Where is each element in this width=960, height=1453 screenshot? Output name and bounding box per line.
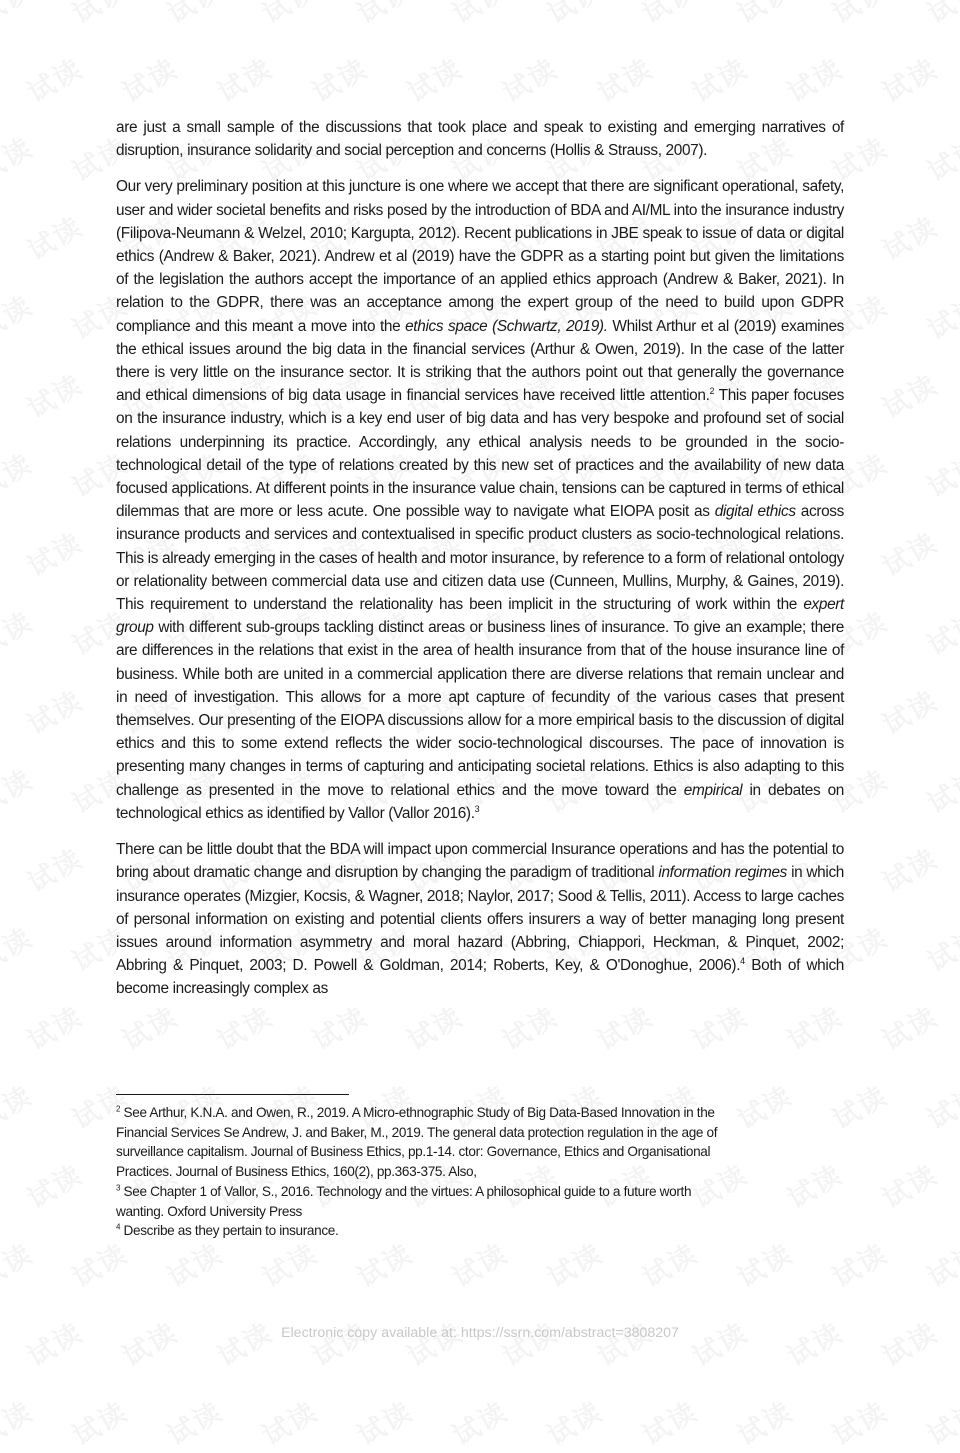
ssrn-footer-text: Electronic copy available at: https://ssrn.com/abstract=3808207 xyxy=(281,1325,679,1341)
watermark-text xyxy=(209,1311,279,1374)
watermark-text xyxy=(19,47,89,110)
watermark-text xyxy=(349,1390,419,1453)
watermark-text xyxy=(399,1311,469,1374)
watermark-text xyxy=(0,284,39,347)
watermark-text xyxy=(874,1311,944,1374)
body-paragraph xyxy=(116,175,844,825)
watermark-text xyxy=(19,837,89,900)
watermark-text xyxy=(684,47,754,110)
footnote-text: wanting. Oxford University Press xyxy=(116,1203,302,1219)
watermark-text xyxy=(589,1311,659,1374)
watermark-text xyxy=(19,1311,89,1374)
footnote-line xyxy=(116,1123,816,1143)
watermark-text xyxy=(19,679,89,742)
watermark-text xyxy=(729,1390,799,1453)
watermark-text xyxy=(444,0,514,31)
watermark-text xyxy=(824,1074,894,1137)
watermark-text xyxy=(64,1390,134,1453)
emphasized-text: information regimes xyxy=(658,864,788,882)
watermark-text xyxy=(114,47,184,110)
watermark-text xyxy=(874,1153,944,1216)
watermark-text xyxy=(919,600,960,663)
watermark-text xyxy=(919,758,960,821)
footnote-number: 2 xyxy=(116,1104,121,1114)
watermark-text xyxy=(19,995,89,1058)
paragraph-text: There can be little doubt that the BDA will impact upon commercial Insurance operations and has the potential to bring about dramatic change and disruption by changing the paradigm of traditional xyxy=(116,841,844,882)
footnote-line xyxy=(116,1221,816,1241)
watermark-text xyxy=(399,47,469,110)
footnote-text: Practices. Journal of Business Ethics, 160(2), pp.363-375. Also, xyxy=(116,1164,477,1180)
watermark-text xyxy=(824,0,894,31)
watermark-text xyxy=(874,837,944,900)
watermark-text xyxy=(304,47,374,110)
footnote-reference[interactable]: 3 xyxy=(474,803,480,814)
emphasized-text: empirical xyxy=(683,781,743,799)
watermark-text xyxy=(589,47,659,110)
watermark-text xyxy=(349,0,419,31)
paragraph-text: Whilst Arthur et al (2019) examines the ethical issues around the big data in the financial services (Arthur & Owen, 2019). In the case of the latter there is very little on the insurance sector. It is striking that the authors point out that generally the governance and ethical dimensions of big data usage in financial services have received little attention. xyxy=(116,317,844,405)
watermark-text xyxy=(254,0,324,31)
watermark-text xyxy=(729,0,799,31)
watermark-text xyxy=(64,1232,134,1295)
watermark-text xyxy=(824,1232,894,1295)
paragraph-text: with different sub-groups tackling distinct areas or business lines of insurance. To give an example; there are differences in the relations that exist in the area of health insurance from that of the house insurance line of business. While both are united in a commercial application there are diverse relations that remain unclear and in need of investigation. This allows for a more apt capture of fecundity of the various cases that present themselves. Our presenting of the EIOPA discussions allow for a more empirical basis to the discussion of digital ethics and this to some extend reflects the wider socio-technological discourses. The pace of innovation is presenting many changes in terms of capturing and anticipating societal relations. Ethics is also adapting to this challenge as presented in the move to relational ethics and the move toward the xyxy=(116,619,844,799)
watermark-text xyxy=(304,1311,374,1374)
watermark-text xyxy=(634,1390,704,1453)
footnote-reference[interactable]: 2 xyxy=(709,386,715,397)
watermark-text xyxy=(919,284,960,347)
body-paragraph xyxy=(116,116,844,162)
watermark-text xyxy=(729,1232,799,1295)
footnote-text: See Chapter 1 of Vallor, S., 2016. Technology and the virtues: A philosophical guide to a future worth xyxy=(123,1183,692,1199)
footnote-number: 3 xyxy=(116,1183,121,1193)
watermark-text xyxy=(779,1311,849,1374)
paragraph-text: in which insurance operates (Mizgier, Kocsis, & Wagner, 2018; Naylor, 2017; Sood & Tellis, 2011). Access to large caches of personal information on existing and potential clients offers insurers a way of better managing long present issues around information asymmetry and moral hazard (Abbring, Chiappori, Heckman, & Pinquet, 2002; Abbring & Pinquet, 2003; D. Powell & Goldman, 2014; Roberts, Key, & O'Donoghue, 2006). xyxy=(116,864,845,975)
paragraph-text: Our very preliminary position at this juncture is one where we accept that there are significant operational, safety, user and wider societal benefits and risks posed by the introduction of BDA and AI/ML into the insurance industry (Filipova-Neumann & Welzel, 2010; Kargupta, 2012). Recent publications in JBE speak to issue of data or digital ethics (Andrew & Baker, 2021). Andrew et al (2019) have the GDPR as a starting point but given the limitations of the legislation the authors accept the importance of an applied ethics approach (Andrew & Baker, 2021). In relation to the GDPR, there was an acceptance among the expert group of the need to build upon GDPR compliance and this meant a move into the xyxy=(116,178,844,335)
watermark-text xyxy=(0,1390,39,1453)
watermark-text xyxy=(494,1311,564,1374)
watermark-text xyxy=(209,47,279,110)
ssrn-footer xyxy=(0,1325,960,1341)
watermark-text xyxy=(779,47,849,110)
watermark-text xyxy=(919,0,960,31)
watermark-text xyxy=(874,47,944,110)
footnote-text: See Arthur, K.N.A. and Owen, R., 2019. A Micro-ethnographic Study of Big Data-Based Innovation in the xyxy=(123,1105,715,1120)
paragraph-text: are just a small sample of the discussions that took place and speak to existing and emerging narratives of disruption, insurance solidarity and social perception and concerns (Hollis & Strauss, 2007). xyxy=(116,119,844,160)
watermark-text xyxy=(114,1311,184,1374)
watermark-text xyxy=(0,1074,39,1137)
watermark-text xyxy=(919,1390,960,1453)
watermark-text xyxy=(874,363,944,426)
watermark-text xyxy=(684,1311,754,1374)
watermark-text xyxy=(874,679,944,742)
footnote-divider xyxy=(116,1094,349,1095)
watermark-text xyxy=(919,442,960,505)
watermark-text xyxy=(254,1390,324,1453)
emphasized-text: digital ethics xyxy=(714,503,796,521)
watermark-text xyxy=(64,0,134,31)
footnote-reference[interactable]: 4 xyxy=(740,955,745,966)
watermark-text xyxy=(824,1390,894,1453)
document-body xyxy=(116,116,844,1014)
watermark-text xyxy=(19,363,89,426)
footnote-line xyxy=(116,1202,816,1222)
watermark-text xyxy=(159,1232,229,1295)
paragraph-text: Both of which become increasingly complex as xyxy=(116,957,844,998)
watermark-text xyxy=(444,1390,514,1453)
watermark-text xyxy=(349,1232,419,1295)
paragraph-text: in debates on technological ethics as identified by Vallor (Vallor 2016). xyxy=(116,781,844,822)
watermark-text xyxy=(539,0,609,31)
watermark-text xyxy=(919,916,960,979)
paragraph-text: across insurance products and services and contextualised in specific product clusters as socio-technological relations. This is already emerging in the cases of health and motor insurance, by reference to a form of relational ontology or relationality between commercial data use and citizen data use (Cunneen, Mullins, Murphy, & Gaines, 2019). This requirement to understand the relationality has been implicit in the structuring of work within the xyxy=(116,503,844,614)
watermark-text xyxy=(254,1232,324,1295)
footnote-number: 4 xyxy=(116,1222,121,1232)
emphasized-text: ethics space (Schwartz, 2019). xyxy=(405,317,608,335)
watermark-text xyxy=(494,47,564,110)
watermark-text xyxy=(634,1232,704,1295)
watermark-text xyxy=(539,1390,609,1453)
footnote-line xyxy=(116,1142,816,1162)
watermark-text xyxy=(19,521,89,584)
watermark-text xyxy=(0,916,39,979)
watermark-text xyxy=(874,521,944,584)
footnotes-section xyxy=(116,1103,816,1241)
watermark-text xyxy=(919,126,960,189)
footnote-line xyxy=(116,1103,816,1123)
watermark-text xyxy=(0,442,39,505)
watermark-text xyxy=(159,0,229,31)
watermark-text xyxy=(919,1232,960,1295)
watermark-text xyxy=(19,1153,89,1216)
watermark-text xyxy=(874,205,944,268)
watermark-text xyxy=(0,126,39,189)
body-paragraph xyxy=(116,838,844,1000)
footnote-line xyxy=(116,1162,816,1182)
emphasized-text: expert group xyxy=(116,596,844,637)
watermark-text xyxy=(0,1232,39,1295)
watermark-text xyxy=(159,1390,229,1453)
watermark-text xyxy=(19,205,89,268)
footnote-text: Describe as they pertain to insurance. xyxy=(123,1223,339,1239)
watermark-text xyxy=(0,758,39,821)
watermark-text xyxy=(634,0,704,31)
watermark-text xyxy=(874,995,944,1058)
watermark-text xyxy=(0,600,39,663)
watermark-text xyxy=(0,0,39,31)
footnote-line xyxy=(116,1182,816,1202)
watermark-text xyxy=(919,1074,960,1137)
footnote-text: surveillance capitalism. Journal of Business Ethics, pp.1-14. ctor: Governance, Ethics and Organisational xyxy=(116,1144,711,1160)
paragraph-text: This paper focuses on the insurance industry, which is a key end user of big data and has very bespoke and profound set of social relations underpinning its practice. Accordingly, any ethical analysis needs to be grounded in the socio-technological detail of the type of relations created by this new set of practices and the availability of new data focused applications. At different points in the insurance value chain, tensions can be captured in terms of ethical dilemmas that are more or less acute. One possible way to navigate what EIOPA posit as xyxy=(116,387,844,521)
watermark-text xyxy=(444,1232,514,1295)
footnote-text: Financial Services Se Andrew, J. and Baker, M., 2019. The general data protection regulation in the age of xyxy=(116,1124,718,1140)
watermark-text xyxy=(539,1232,609,1295)
